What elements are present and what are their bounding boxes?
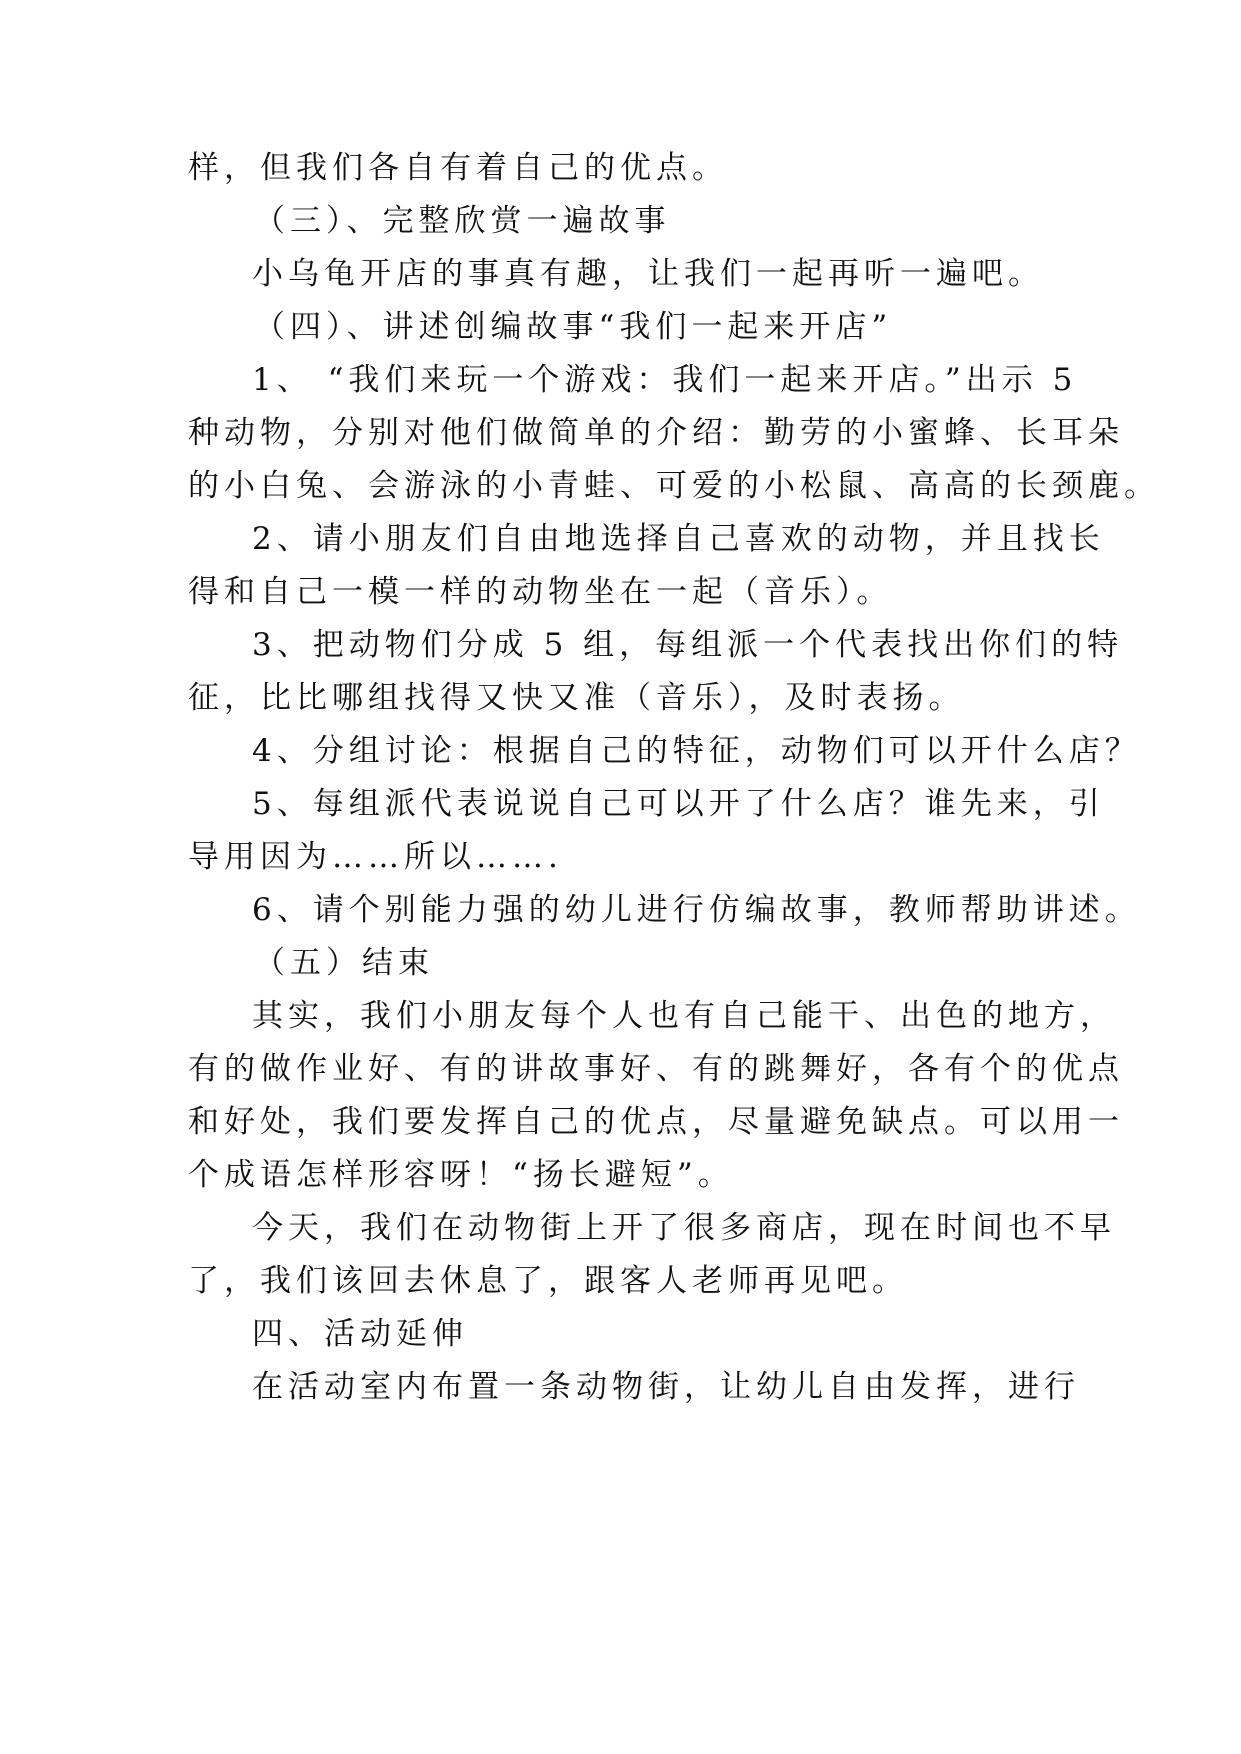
list-item: 3、把动物们分成 5 组，每组派一个代表找出你们的特 (252, 627, 1124, 663)
section-heading: （四）、讲述创编故事“我们一起来开店” (254, 309, 893, 345)
paragraph-line: 样，但我们各自有着自己的优点。 (188, 150, 728, 186)
paragraph-line: 和好处，我们要发挥自己的优点，尽量避免缺点。可以用一 (188, 1104, 1124, 1140)
list-item: 6、请个别能力强的幼儿进行仿编故事，教师帮助讲述。 (252, 892, 1141, 928)
paragraph-line: 个成语怎样形容呀！“扬长避短”。 (188, 1157, 734, 1193)
paragraph-line: 得和自己一模一样的动物坐在一起（音乐）。 (188, 574, 893, 610)
paragraph-line: 了，我们该回去休息了，跟客人老师再见吧。 (188, 1263, 908, 1299)
paragraph-line: 今天，我们在动物街上开了很多商店，现在时间也不早 (252, 1210, 1116, 1246)
paragraph-line: 征，比比哪组找得又快又准（音乐），及时表扬。 (188, 680, 965, 716)
section-heading: 四、活动延伸 (252, 1316, 468, 1352)
paragraph-line: 在活动室内布置一条动物街，让幼儿自由发挥，进行 (252, 1369, 1080, 1405)
paragraph-line: 种动物，分别对他们做简单的介绍：勤劳的小蜜蜂、长耳朵 (188, 415, 1124, 451)
list-item: 5、每组派代表说说自己可以开了什么店？谁先来，引 (252, 786, 1105, 822)
list-item: 1、 “我们来玩一个游戏：我们一起来开店。”出示 5 (252, 362, 1078, 398)
section-heading: （三）、完整欣赏一遍故事 (254, 203, 671, 239)
section-heading: （五）结束 (254, 945, 434, 981)
paragraph-line: 其实，我们小朋友每个人也有自己能干、出色的地方， (252, 998, 1116, 1034)
list-item: 4、分组讨论：根据自己的特征，动物们可以开什么店？ (252, 733, 1141, 769)
list-item: 2、请小朋友们自由地选择自己喜欢的动物，并且找长 (252, 521, 1105, 557)
paragraph-line: 有的做作业好、有的讲故事好、有的跳舞好，各有个的优点 (188, 1051, 1124, 1087)
paragraph-line: 的小白兔、会游泳的小青蛙、可爱的小松鼠、高高的长颈鹿。 (188, 468, 1160, 504)
paragraph-line: 小乌龟开店的事真有趣，让我们一起再听一遍吧。 (252, 256, 1044, 292)
paragraph-line: 导用因为……所以……. (188, 839, 563, 875)
